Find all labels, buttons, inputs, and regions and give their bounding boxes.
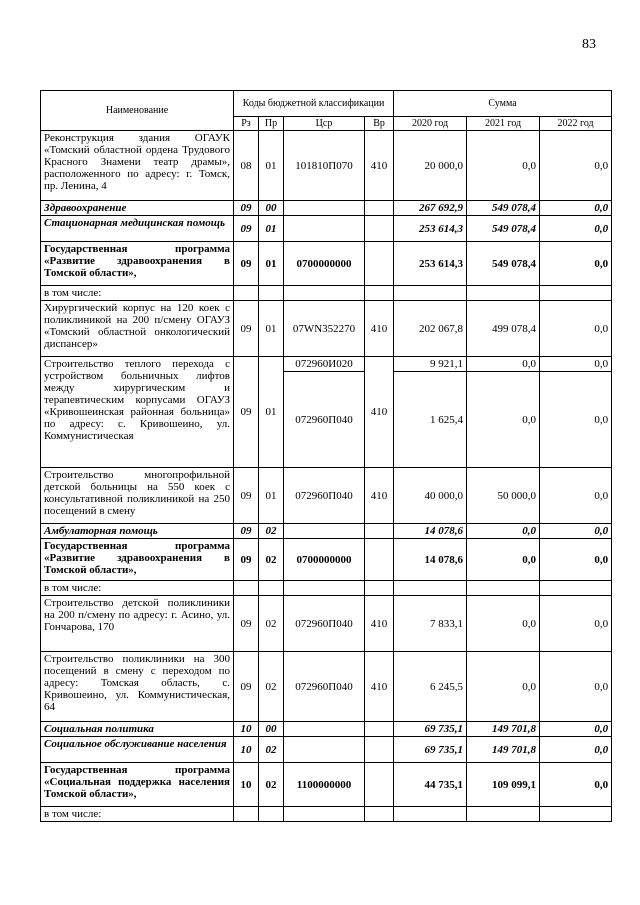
table-row <box>41 524 612 539</box>
row-pr: 01 <box>259 357 284 468</box>
row-pr: 02 <box>259 763 284 807</box>
row-vr: 410 <box>365 301 394 357</box>
row-name: в том числе: <box>41 581 234 596</box>
row-csr <box>284 201 365 216</box>
row-csr: 072960П040 <box>284 372 365 468</box>
row-2020: 267 692,9 <box>394 201 467 216</box>
row-2020: 69 735,1 <box>394 737 467 763</box>
row-pr: 02 <box>259 652 284 722</box>
row-name: Социальная политика <box>41 722 234 737</box>
table-row <box>41 468 612 524</box>
row-name: Строительство многопрофильной детской больницы на 550 коек с консультативной поликлиникой на 250 посещений в смену <box>41 468 234 524</box>
row-csr: 07WN352270 <box>284 301 365 357</box>
header-csr: Цср <box>284 117 365 131</box>
budget-table <box>40 90 612 822</box>
row-2022: 0,0 <box>540 596 612 652</box>
header-vr: Вр <box>365 117 394 131</box>
row-name: Амбулаторная помощь <box>41 524 234 539</box>
row-pr: 00 <box>259 722 284 737</box>
row-vr <box>365 737 394 763</box>
row-name: Государственная программа «Социальная поддержка населения Томской области», <box>41 763 234 807</box>
row-vr <box>365 722 394 737</box>
table-row <box>41 216 612 242</box>
row-pr: 01 <box>259 131 284 201</box>
row-vr: 410 <box>365 652 394 722</box>
row-vr: 410 <box>365 468 394 524</box>
table-row <box>41 737 612 763</box>
table-row <box>41 301 612 357</box>
row-2020: 20 000,0 <box>394 131 467 201</box>
row-2022: 0,0 <box>540 722 612 737</box>
row-2021: 0,0 <box>467 524 540 539</box>
row-pr: 01 <box>259 216 284 242</box>
row-2020: 7 833,1 <box>394 596 467 652</box>
header-2022: 2022 год <box>540 117 612 131</box>
row-csr: 072960П040 <box>284 468 365 524</box>
row-name: Реконструкция здания ОГАУК «Томский областной ордена Трудового Красного Знамени театр драмы», расположенного по адресу: г. Томск, пр. Ленина, 4 <box>41 131 234 201</box>
row-rz: 09 <box>234 201 259 216</box>
row-2022: 0,0 <box>540 201 612 216</box>
row-csr <box>284 722 365 737</box>
table-row <box>41 763 612 807</box>
row-csr: 0700000000 <box>284 539 365 581</box>
row-name: Государственная программа «Развитие здравоохранения в Томской области», <box>41 539 234 581</box>
row-2022: 0,0 <box>540 539 612 581</box>
row-2020: 202 067,8 <box>394 301 467 357</box>
row-vr: 410 <box>365 357 394 468</box>
row-2021: 50 000,0 <box>467 468 540 524</box>
header-pr: Пр <box>259 117 284 131</box>
row-csr <box>284 737 365 763</box>
row-rz: 09 <box>234 524 259 539</box>
row-pr: 02 <box>259 539 284 581</box>
table-row <box>41 722 612 737</box>
row-pr: 00 <box>259 201 284 216</box>
row-csr: 101810П070 <box>284 131 365 201</box>
row-2020: 14 078,6 <box>394 539 467 581</box>
table-row <box>41 652 612 722</box>
row-name: Социальное обслуживание населения <box>41 737 234 763</box>
row-rz: 10 <box>234 722 259 737</box>
row-2022: 0,0 <box>540 357 612 372</box>
row-name: Стационарная медицинская помощь <box>41 216 234 242</box>
row-2022: 0,0 <box>540 763 612 807</box>
row-2020: 6 245,5 <box>394 652 467 722</box>
row-2021: 549 078,4 <box>467 242 540 286</box>
row-name: Строительство теплого перехода с устройством больничных лифтов между хирургическим и терапевтическим корпусами ОГАУЗ «Кривошеинская районная больница» по адресу: с. Кривошеино, ул. Коммунистическая <box>41 357 234 468</box>
row-2022: 0,0 <box>540 301 612 357</box>
row-rz: 09 <box>234 596 259 652</box>
row-rz: 09 <box>234 242 259 286</box>
row-2020: 44 735,1 <box>394 763 467 807</box>
row-2021: 549 078,4 <box>467 216 540 242</box>
row-rz: 09 <box>234 301 259 357</box>
header-2020: 2020 год <box>394 117 467 131</box>
row-2021: 0,0 <box>467 357 540 372</box>
row-2021: 0,0 <box>467 372 540 468</box>
table-row <box>41 581 612 596</box>
table-row <box>41 539 612 581</box>
row-pr: 01 <box>259 301 284 357</box>
row-csr: 072960П040 <box>284 652 365 722</box>
row-csr: 072960П040 <box>284 596 365 652</box>
row-2021: 0,0 <box>467 596 540 652</box>
row-2020: 253 614,3 <box>394 242 467 286</box>
row-2020: 40 000,0 <box>394 468 467 524</box>
row-vr: 410 <box>365 596 394 652</box>
table-row <box>41 131 612 201</box>
row-2020: 69 735,1 <box>394 722 467 737</box>
row-rz: 09 <box>234 216 259 242</box>
table-row <box>41 242 612 286</box>
row-2022: 0,0 <box>540 372 612 468</box>
row-name: Строительство детской поликлиники на 200 п/смену по адресу: г. Асино, ул. Гончарова, 170 <box>41 596 234 652</box>
table-row <box>41 286 612 301</box>
table-row <box>41 201 612 216</box>
table-row <box>41 357 612 372</box>
row-pr: 01 <box>259 242 284 286</box>
row-rz: 09 <box>234 468 259 524</box>
table-row <box>41 596 612 652</box>
row-2020: 14 078,6 <box>394 524 467 539</box>
header-codes: Коды бюджетной классификации <box>234 91 394 117</box>
table-row <box>41 807 612 822</box>
row-rz: 09 <box>234 357 259 468</box>
row-name: в том числе: <box>41 807 234 822</box>
row-2021: 549 078,4 <box>467 201 540 216</box>
row-pr: 02 <box>259 737 284 763</box>
row-2020: 253 614,3 <box>394 216 467 242</box>
row-vr: 410 <box>365 131 394 201</box>
row-2020: 1 625,4 <box>394 372 467 468</box>
row-2021: 0,0 <box>467 131 540 201</box>
row-vr <box>365 201 394 216</box>
row-rz: 09 <box>234 652 259 722</box>
row-2022: 0,0 <box>540 242 612 286</box>
row-2022: 0,0 <box>540 468 612 524</box>
row-name: Хирургический корпус на 120 коек с поликлиникой на 200 п/смену ОГАУЗ «Томский областной онкологический диспансер» <box>41 301 234 357</box>
row-name: в том числе: <box>41 286 234 301</box>
row-rz: 10 <box>234 763 259 807</box>
header-sum: Сумма <box>394 91 612 117</box>
row-2022: 0,0 <box>540 737 612 763</box>
row-2021: 0,0 <box>467 539 540 581</box>
row-2022: 0,0 <box>540 524 612 539</box>
row-2021: 149 701,8 <box>467 737 540 763</box>
row-name: Государственная программа «Развитие здравоохранения в Томской области», <box>41 242 234 286</box>
header-row <box>41 91 612 117</box>
row-rz: 08 <box>234 131 259 201</box>
row-csr: 1100000000 <box>284 763 365 807</box>
row-2020: 9 921,1 <box>394 357 467 372</box>
row-vr <box>365 524 394 539</box>
row-vr <box>365 763 394 807</box>
page-number: 83 <box>582 37 596 52</box>
row-2021: 109 099,1 <box>467 763 540 807</box>
row-vr <box>365 242 394 286</box>
header-name: Наименование <box>41 91 234 131</box>
row-csr: 0700000000 <box>284 242 365 286</box>
row-vr <box>365 539 394 581</box>
row-csr: 072960И020 <box>284 357 365 372</box>
row-2021: 149 701,8 <box>467 722 540 737</box>
row-name: Строительство поликлиники на 300 посещений в смену с переходом по адресу: Томская область, с. Кривошеино, ул. Коммунистическая, 64 <box>41 652 234 722</box>
row-rz: 09 <box>234 539 259 581</box>
row-pr: 02 <box>259 596 284 652</box>
row-2021: 0,0 <box>467 652 540 722</box>
row-vr <box>365 216 394 242</box>
row-2021: 499 078,4 <box>467 301 540 357</box>
header-2021: 2021 год <box>467 117 540 131</box>
row-pr: 02 <box>259 524 284 539</box>
row-pr: 01 <box>259 468 284 524</box>
row-csr <box>284 216 365 242</box>
row-2022: 0,0 <box>540 652 612 722</box>
row-csr <box>284 524 365 539</box>
header-rz: Рз <box>234 117 259 131</box>
row-2022: 0,0 <box>540 216 612 242</box>
row-name: Здравоохранение <box>41 201 234 216</box>
row-2022: 0,0 <box>540 131 612 201</box>
row-rz: 10 <box>234 737 259 763</box>
